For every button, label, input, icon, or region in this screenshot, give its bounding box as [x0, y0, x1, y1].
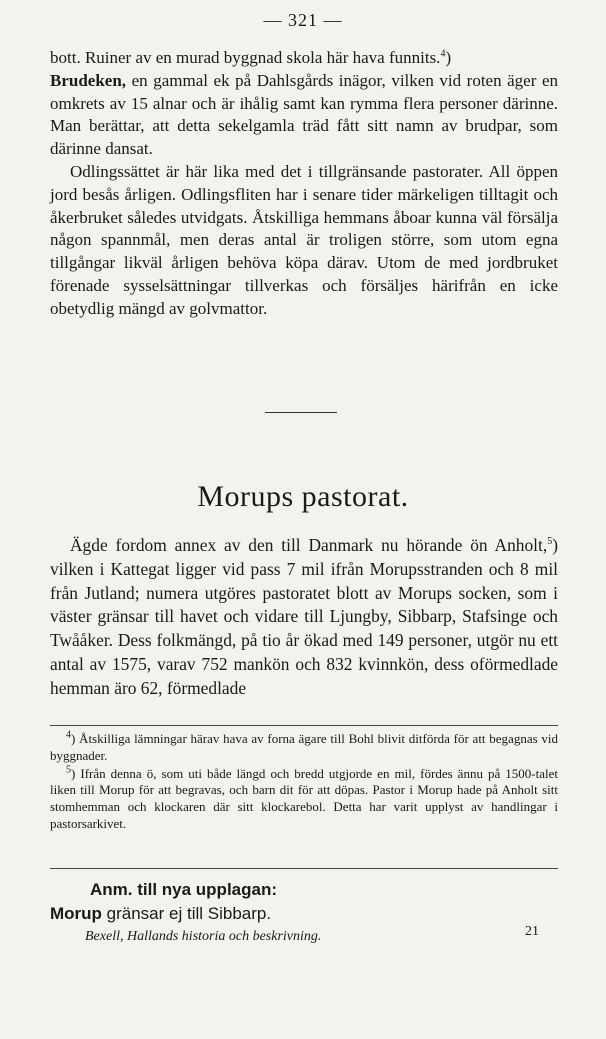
section-heading: Morups pastorat.	[197, 480, 409, 513]
footnote-4	[50, 731, 558, 765]
footnote-divider	[50, 725, 558, 726]
source-line: Bexell, Hallands historia och beskrivning.	[85, 929, 322, 944]
note-heading: Anm. till nya upplagan:	[90, 880, 278, 899]
paragraph-text: Ägde fordom annex av den till Danmark nu hörande ön Anholt,	[70, 535, 548, 555]
paragraph-lead: Brudeken,	[50, 70, 127, 90]
paragraph-text: bott. Ruiner av en murad byggnad skola här hava funnits.	[50, 48, 441, 67]
footnote-ref-4: 4	[440, 48, 446, 60]
section-divider	[265, 412, 337, 413]
note-text	[50, 904, 271, 924]
footnote-text: ) Ifrån denna ö, som uti både längd och bredd utgjorde en mil, fördes ännu på 1500-talet liken till Morup för att begravas, och barn dit för att döpas. Pastor i Morup hade på Anholt sitt stomhemman och klockaren där sitt klockarebol. Detta har varit upplyst av handlingar i pastorsarkivet.	[50, 765, 558, 831]
footnote-marker: 5	[66, 764, 71, 776]
paragraph-text: en gammal ek på Dahlsgårds inägor, vilken vid roten äger en omkrets av 15 alnar och är ihålig samt kan rymma flera personer därinne. Man berättar, att detta sekelgamla träd fått sitt namn av brudpar, som därinne dansat.	[50, 70, 558, 159]
paragraph-tail: )	[445, 48, 452, 67]
signature-number: 21	[525, 924, 539, 939]
paragraph-text-cont: ) vilken i Kattegat ligger vid pass 7 mil ifrån Morupsstranden och 8 mil från Jutland; numera utgöres pastoratet blott av Morups socken, som i väster gränsar till havet och vidare till Ljungby, Sibbarp, Stafsinge och Twååker. Dess folkmängd, på tio år ökad med 149 personer, utgör nu ett antal av 1575, varav 752 mankön och 832 kvinnkön, dess oförmedlade hemman äro 62, förmedlade	[50, 535, 558, 698]
body-text-section	[50, 534, 558, 701]
note-lead: Morup	[50, 904, 102, 923]
footnote-marker: 4	[66, 729, 71, 741]
paragraph-continuation	[50, 47, 558, 70]
paragraph-brudeken	[50, 70, 558, 161]
body-text-top	[50, 47, 558, 321]
page-number: — 321 —	[263, 10, 343, 30]
footnotes	[50, 731, 558, 834]
note-body: gränsar ej till Sibbarp.	[101, 904, 272, 923]
footnote-text: ) Åtskilliga lämningar härav hava av forna ägare till Bohl blivit ditförda för att begagnas vid byggnader.	[50, 731, 558, 763]
paragraph-odling: Odlingssättet är här lika med det i tillgränsande pastorater. All öppen jord besås årligen. Odlingsfliten har i senare tider märkeligen tilltagit och åkerbruket således utvidgats. Åtskilliga hemmans åboar kunna väl försälja någon spannmål, men deras antal är troligen större, som utom egna tillgångar likväl årligen behöva köpa därav. Utom de med jordbruket förenade sysselsättningar tillverkas och försäljes härifrån en icke obetydlig mängd av golvmattor.	[50, 161, 558, 318]
footnote-5	[50, 766, 558, 833]
note-divider	[50, 868, 558, 869]
footnote-ref-5: 5	[547, 536, 553, 548]
paragraph-morup	[50, 534, 558, 701]
